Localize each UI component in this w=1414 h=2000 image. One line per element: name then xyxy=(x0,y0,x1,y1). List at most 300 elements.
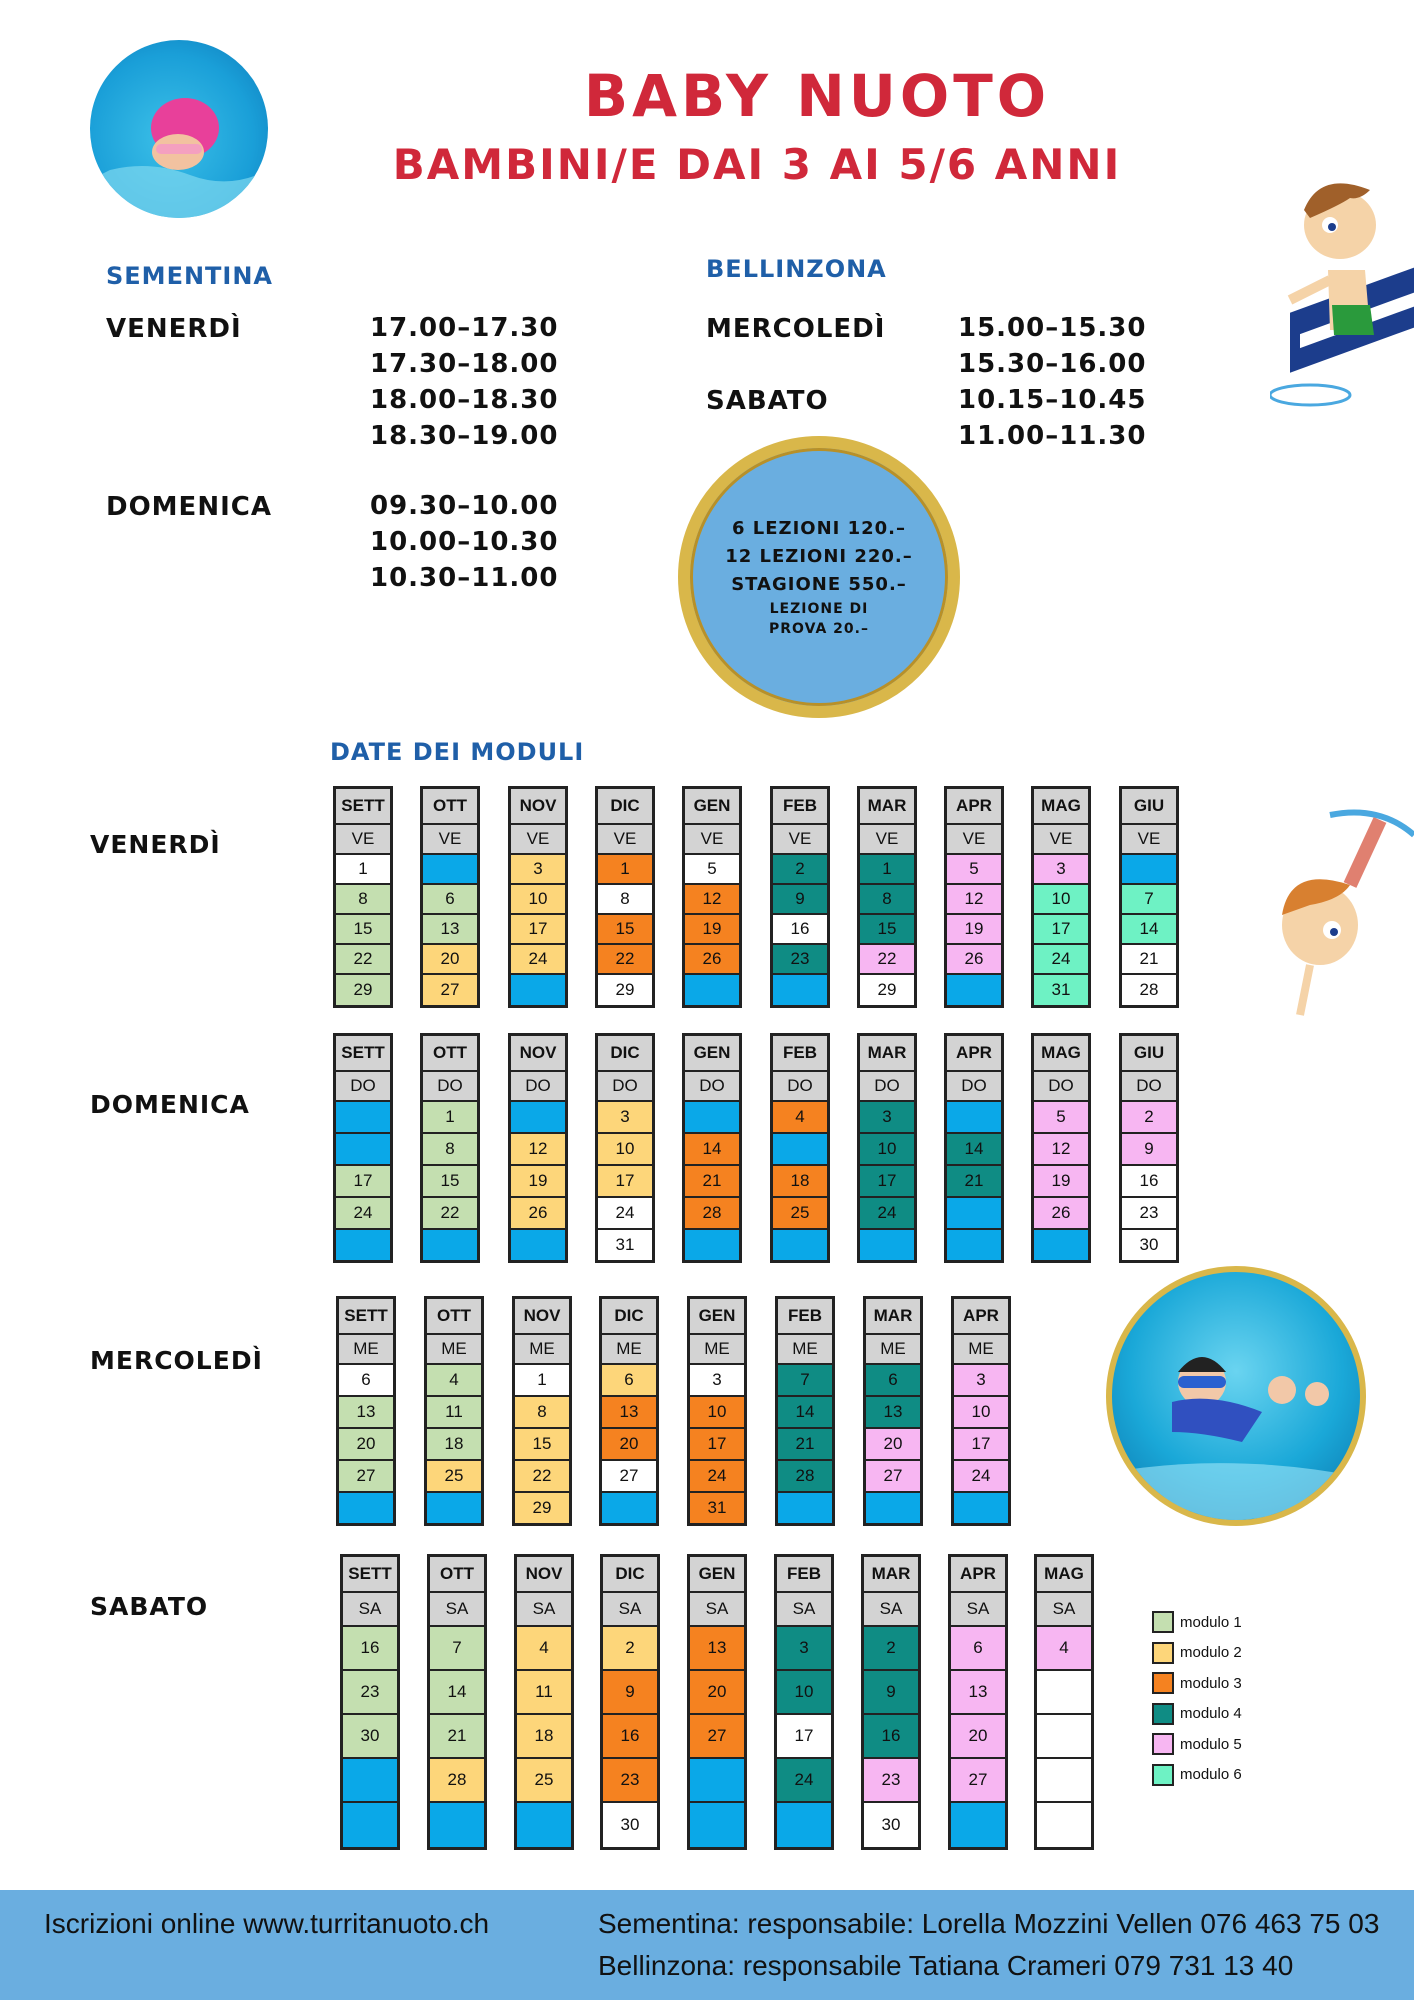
date-cell: 15 xyxy=(515,1429,569,1461)
month-column xyxy=(857,786,917,1008)
month-header: OTT xyxy=(427,1299,481,1335)
date-cell: 31 xyxy=(1034,975,1088,1005)
month-header: OTT xyxy=(423,789,477,825)
date-cell: 12 xyxy=(511,1134,565,1166)
time-slot: 17.00–17.30 xyxy=(370,313,559,343)
month-column xyxy=(340,1554,400,1850)
month-column xyxy=(944,1033,1004,1263)
month-column xyxy=(424,1296,484,1526)
date-cell: 6 xyxy=(951,1627,1005,1671)
date-cell: 16 xyxy=(603,1715,657,1759)
date-cell: 7 xyxy=(778,1365,832,1397)
date-cell: 28 xyxy=(685,1198,739,1230)
legend-swatch xyxy=(1152,1672,1174,1694)
date-cell: 30 xyxy=(603,1803,657,1847)
date-cell: 26 xyxy=(685,945,739,975)
month-column xyxy=(770,786,830,1008)
date-cell: 24 xyxy=(511,945,565,975)
date-cell: 21 xyxy=(778,1429,832,1461)
date-cell: 29 xyxy=(860,975,914,1005)
date-cell: 4 xyxy=(1037,1627,1091,1671)
month-column xyxy=(333,786,393,1008)
signup-text: Iscrizioni online www.turritanuoto.ch xyxy=(44,1908,490,1939)
date-cell xyxy=(343,1759,397,1803)
date-cell xyxy=(690,1803,744,1847)
date-cell xyxy=(1037,1759,1091,1803)
legend-item xyxy=(1152,1760,1242,1791)
weekday-header: DO xyxy=(598,1072,652,1102)
date-cell: 15 xyxy=(336,915,390,945)
date-cell xyxy=(1037,1671,1091,1715)
date-cell xyxy=(1037,1803,1091,1847)
month-header: GIU xyxy=(1122,789,1176,825)
date-cell: 9 xyxy=(773,885,827,915)
month-column xyxy=(508,786,568,1008)
date-cell: 27 xyxy=(339,1461,393,1493)
date-cell xyxy=(602,1493,656,1523)
date-cell: 22 xyxy=(515,1461,569,1493)
date-cell: 28 xyxy=(430,1759,484,1803)
date-cell: 29 xyxy=(515,1493,569,1523)
weekday-header: SA xyxy=(777,1593,831,1627)
date-cell: 31 xyxy=(598,1230,652,1260)
month-column xyxy=(1119,1033,1179,1263)
date-cell: 22 xyxy=(860,945,914,975)
date-cell xyxy=(343,1803,397,1847)
price-line: 6 LEZIONI 120.– xyxy=(731,518,907,539)
weekday-header: VE xyxy=(511,825,565,855)
weekday-header: ME xyxy=(515,1335,569,1365)
bellinzona-times-mercoledi xyxy=(958,310,1146,382)
weekday-header: VE xyxy=(773,825,827,855)
time-slot: 10.30–11.00 xyxy=(370,563,559,593)
date-cell xyxy=(339,1493,393,1523)
date-cell: 26 xyxy=(511,1198,565,1230)
date-cell: 21 xyxy=(685,1166,739,1198)
date-cell: 2 xyxy=(773,855,827,885)
date-cell: 17 xyxy=(1034,915,1088,945)
date-cell xyxy=(773,1230,827,1260)
date-cell: 18 xyxy=(773,1166,827,1198)
month-header: MAG xyxy=(1034,1036,1088,1072)
month-column xyxy=(595,1033,655,1263)
date-cell: 2 xyxy=(864,1627,918,1671)
date-cell: 3 xyxy=(860,1102,914,1134)
weekday-header: DO xyxy=(336,1072,390,1102)
date-cell: 14 xyxy=(1122,915,1176,945)
date-cell xyxy=(778,1493,832,1523)
date-cell: 23 xyxy=(864,1759,918,1803)
date-cell xyxy=(773,1134,827,1166)
month-column xyxy=(682,1033,742,1263)
date-cell: 1 xyxy=(515,1365,569,1397)
date-cell: 23 xyxy=(773,945,827,975)
month-header: APR xyxy=(951,1557,1005,1593)
date-cell: 4 xyxy=(517,1627,571,1671)
sementina-heading: SEMENTINA xyxy=(106,262,274,290)
legend-item xyxy=(1152,1638,1242,1669)
month-header: MAR xyxy=(860,789,914,825)
legend-label: modulo 2 xyxy=(1180,1644,1242,1662)
sementina-day-venerdi: VENERDÌ xyxy=(106,314,242,344)
date-cell: 10 xyxy=(777,1671,831,1715)
date-cell: 17 xyxy=(336,1166,390,1198)
date-cell xyxy=(511,1102,565,1134)
date-cell: 17 xyxy=(598,1166,652,1198)
weekday-header: SA xyxy=(517,1593,571,1627)
month-column xyxy=(687,1296,747,1526)
date-cell: 18 xyxy=(517,1715,571,1759)
date-cell: 12 xyxy=(947,885,1001,915)
date-cell: 9 xyxy=(864,1671,918,1715)
date-cell: 7 xyxy=(430,1627,484,1671)
date-cell: 24 xyxy=(954,1461,1008,1493)
month-header: FEB xyxy=(778,1299,832,1335)
weekday-header: VE xyxy=(423,825,477,855)
month-column xyxy=(600,1554,660,1850)
weekday-header: VE xyxy=(1034,825,1088,855)
weekday-header: SA xyxy=(430,1593,484,1627)
weekday-header: ME xyxy=(954,1335,1008,1365)
page-subtitle: BAMBINI/E DAI 3 AI 5/6 ANNI xyxy=(392,140,1122,189)
date-cell: 5 xyxy=(947,855,1001,885)
month-column xyxy=(420,1033,480,1263)
price-badge xyxy=(678,436,960,718)
schedule-day-label: DOMENICA xyxy=(90,1090,250,1119)
month-column xyxy=(427,1554,487,1850)
date-cell xyxy=(336,1102,390,1134)
month-column xyxy=(944,786,1004,1008)
month-header: GEN xyxy=(690,1557,744,1593)
date-cell: 25 xyxy=(517,1759,571,1803)
month-header: NOV xyxy=(515,1299,569,1335)
date-cell: 24 xyxy=(860,1198,914,1230)
date-cell: 16 xyxy=(773,915,827,945)
weekday-header: VE xyxy=(598,825,652,855)
date-cell: 30 xyxy=(1122,1230,1176,1260)
month-column xyxy=(775,1296,835,1526)
date-cell: 17 xyxy=(954,1429,1008,1461)
date-cell: 19 xyxy=(1034,1166,1088,1198)
date-cell: 15 xyxy=(423,1166,477,1198)
date-cell: 27 xyxy=(951,1759,1005,1803)
price-line: LEZIONE DI xyxy=(769,601,869,617)
date-cell: 13 xyxy=(866,1397,920,1429)
date-cell xyxy=(773,975,827,1005)
date-cell: 17 xyxy=(777,1715,831,1759)
date-cell xyxy=(690,1759,744,1803)
date-cell xyxy=(685,1102,739,1134)
month-column xyxy=(1119,786,1179,1008)
date-cell: 23 xyxy=(1122,1198,1176,1230)
schedule-day-label: SABATO xyxy=(90,1592,209,1621)
legend-swatch xyxy=(1152,1764,1174,1786)
schedule-day-label: MERCOLEDÌ xyxy=(90,1346,263,1375)
legend-label: modulo 4 xyxy=(1180,1705,1242,1723)
date-cell: 13 xyxy=(423,915,477,945)
date-cell: 19 xyxy=(947,915,1001,945)
weekday-header: ME xyxy=(602,1335,656,1365)
month-header: GEN xyxy=(690,1299,744,1335)
month-header: APR xyxy=(947,1036,1001,1072)
date-cell: 20 xyxy=(951,1715,1005,1759)
month-column xyxy=(333,1033,393,1263)
date-cell: 24 xyxy=(1034,945,1088,975)
month-column xyxy=(599,1296,659,1526)
month-column xyxy=(336,1296,396,1526)
month-header: GIU xyxy=(1122,1036,1176,1072)
month-header: NOV xyxy=(511,789,565,825)
date-cell: 13 xyxy=(690,1627,744,1671)
date-cell: 10 xyxy=(860,1134,914,1166)
date-cell: 24 xyxy=(336,1198,390,1230)
date-cell: 6 xyxy=(602,1365,656,1397)
date-cell xyxy=(947,1102,1001,1134)
legend-item xyxy=(1152,1668,1242,1699)
month-header: OTT xyxy=(430,1557,484,1593)
price-line: PROVA 20.– xyxy=(769,621,869,637)
date-cell: 6 xyxy=(866,1365,920,1397)
date-cell: 7 xyxy=(1122,885,1176,915)
date-cell: 19 xyxy=(511,1166,565,1198)
month-header: DIC xyxy=(598,789,652,825)
weekday-header: SA xyxy=(864,1593,918,1627)
date-cell: 20 xyxy=(690,1671,744,1715)
date-cell: 21 xyxy=(947,1166,1001,1198)
weekday-header: ME xyxy=(778,1335,832,1365)
time-slot: 18.00–18.30 xyxy=(370,385,559,415)
legend-swatch xyxy=(1152,1642,1174,1664)
weekday-header: VE xyxy=(860,825,914,855)
date-cell: 24 xyxy=(777,1759,831,1803)
date-cell: 17 xyxy=(690,1429,744,1461)
weekday-header: SA xyxy=(690,1593,744,1627)
month-header: GEN xyxy=(685,1036,739,1072)
weekday-header: VE xyxy=(947,825,1001,855)
date-cell: 10 xyxy=(1034,885,1088,915)
month-column xyxy=(420,786,480,1008)
cartoon-diver-middle xyxy=(1270,805,1414,1020)
page-title: BABY NUOTO xyxy=(583,62,1051,130)
month-header: FEB xyxy=(773,1036,827,1072)
date-cell: 30 xyxy=(343,1715,397,1759)
legend-item xyxy=(1152,1729,1242,1760)
date-cell: 22 xyxy=(598,945,652,975)
weekday-header: DO xyxy=(511,1072,565,1102)
legend-label: modulo 1 xyxy=(1180,1613,1242,1631)
date-cell: 20 xyxy=(339,1429,393,1461)
month-header: NOV xyxy=(517,1557,571,1593)
date-cell: 1 xyxy=(336,855,390,885)
time-slot: 10.15–10.45 xyxy=(958,385,1147,415)
date-cell xyxy=(423,1230,477,1260)
time-slot: 18.30–19.00 xyxy=(370,421,559,451)
bellinzona-day-mercoledi: MERCOLEDÌ xyxy=(706,314,886,344)
weekday-header: ME xyxy=(866,1335,920,1365)
date-cell: 23 xyxy=(603,1759,657,1803)
date-cell: 8 xyxy=(515,1397,569,1429)
date-cell: 4 xyxy=(427,1365,481,1397)
date-cell xyxy=(336,1230,390,1260)
date-cell: 27 xyxy=(690,1715,744,1759)
date-cell: 28 xyxy=(778,1461,832,1493)
date-cell: 6 xyxy=(423,885,477,915)
month-column xyxy=(1034,1554,1094,1850)
date-cell: 16 xyxy=(343,1627,397,1671)
date-cell: 22 xyxy=(336,945,390,975)
weekday-header: DO xyxy=(860,1072,914,1102)
weekday-header: DO xyxy=(1122,1072,1176,1102)
legend-swatch xyxy=(1152,1733,1174,1755)
date-cell: 20 xyxy=(602,1429,656,1461)
date-cell xyxy=(427,1493,481,1523)
date-cell: 9 xyxy=(1122,1134,1176,1166)
cartoon-diver-top xyxy=(1270,170,1414,415)
date-cell: 24 xyxy=(690,1461,744,1493)
month-header: SETT xyxy=(336,789,390,825)
month-header: APR xyxy=(947,789,1001,825)
weekday-header: VE xyxy=(685,825,739,855)
date-cell xyxy=(954,1493,1008,1523)
month-header: MAR xyxy=(864,1557,918,1593)
date-cell: 18 xyxy=(427,1429,481,1461)
date-cell: 21 xyxy=(1122,945,1176,975)
weekday-header: SA xyxy=(1037,1593,1091,1627)
date-cell: 3 xyxy=(777,1627,831,1671)
time-slot: 15.00–15.30 xyxy=(958,313,1147,343)
date-cell xyxy=(947,1198,1001,1230)
date-cell: 24 xyxy=(598,1198,652,1230)
date-cell: 3 xyxy=(1034,855,1088,885)
schedule-day-label: VENERDÌ xyxy=(90,830,221,859)
date-cell: 17 xyxy=(860,1166,914,1198)
date-cell: 27 xyxy=(423,975,477,1005)
date-cell: 14 xyxy=(778,1397,832,1429)
date-cell: 8 xyxy=(598,885,652,915)
bellinzona-day-sabato: SABATO xyxy=(706,386,829,416)
bellinzona-times-sabato xyxy=(958,382,1146,454)
date-cell: 14 xyxy=(947,1134,1001,1166)
date-cell: 3 xyxy=(598,1102,652,1134)
weekday-header: DO xyxy=(1034,1072,1088,1102)
date-cell: 22 xyxy=(423,1198,477,1230)
date-cell xyxy=(517,1803,571,1847)
date-cell: 10 xyxy=(954,1397,1008,1429)
date-cell xyxy=(777,1803,831,1847)
month-header: MAG xyxy=(1034,789,1088,825)
month-header: SETT xyxy=(343,1557,397,1593)
bellinzona-contact: Bellinzona: responsabile Tatiana Crameri 079 731 13 40 xyxy=(598,1950,1294,1981)
weekday-header: ME xyxy=(427,1335,481,1365)
date-cell: 11 xyxy=(517,1671,571,1715)
date-cell xyxy=(951,1803,1005,1847)
month-header: GEN xyxy=(685,789,739,825)
date-cell: 8 xyxy=(423,1134,477,1166)
month-header: DIC xyxy=(598,1036,652,1072)
legend-label: modulo 6 xyxy=(1180,1766,1242,1784)
date-cell: 13 xyxy=(951,1671,1005,1715)
weekday-header: SA xyxy=(603,1593,657,1627)
date-cell: 31 xyxy=(690,1493,744,1523)
weekday-header: DO xyxy=(773,1072,827,1102)
date-cell xyxy=(430,1803,484,1847)
date-cell: 14 xyxy=(685,1134,739,1166)
month-column xyxy=(595,786,655,1008)
month-column xyxy=(770,1033,830,1263)
date-cell: 5 xyxy=(1034,1102,1088,1134)
month-header: MAR xyxy=(860,1036,914,1072)
date-cell: 21 xyxy=(430,1715,484,1759)
date-cell xyxy=(947,1230,1001,1260)
weekday-header: ME xyxy=(690,1335,744,1365)
month-header: SETT xyxy=(339,1299,393,1335)
time-slot: 15.30–16.00 xyxy=(958,349,1147,379)
month-column xyxy=(687,1554,747,1850)
month-column xyxy=(1031,786,1091,1008)
weekday-header: DO xyxy=(685,1072,739,1102)
month-header: DIC xyxy=(603,1557,657,1593)
month-header: NOV xyxy=(511,1036,565,1072)
date-cell: 3 xyxy=(690,1365,744,1397)
date-cell: 16 xyxy=(864,1715,918,1759)
date-cell: 3 xyxy=(954,1365,1008,1397)
legend-label: modulo 5 xyxy=(1180,1735,1242,1753)
date-cell: 26 xyxy=(947,945,1001,975)
month-header: FEB xyxy=(773,789,827,825)
date-cell xyxy=(947,975,1001,1005)
date-cell: 15 xyxy=(860,915,914,945)
date-cell: 2 xyxy=(603,1627,657,1671)
date-cell xyxy=(511,975,565,1005)
date-cell: 4 xyxy=(773,1102,827,1134)
month-header: APR xyxy=(954,1299,1008,1335)
date-cell: 25 xyxy=(427,1461,481,1493)
date-cell xyxy=(423,855,477,885)
month-column xyxy=(951,1296,1011,1526)
sementina-contact: Sementina: responsabile: Lorella Mozzini Vellen 076 463 75 03 xyxy=(598,1908,1380,1939)
date-cell: 10 xyxy=(690,1397,744,1429)
legend-swatch xyxy=(1152,1703,1174,1725)
weekday-header: SA xyxy=(951,1593,1005,1627)
date-cell: 2 xyxy=(1122,1102,1176,1134)
date-cell: 27 xyxy=(866,1461,920,1493)
date-cell: 13 xyxy=(602,1397,656,1429)
month-column xyxy=(1031,1033,1091,1263)
month-header: MAR xyxy=(866,1299,920,1335)
date-cell xyxy=(1037,1715,1091,1759)
month-header: OTT xyxy=(423,1036,477,1072)
date-cell: 20 xyxy=(866,1429,920,1461)
weekday-header: DO xyxy=(947,1072,1001,1102)
date-cell: 19 xyxy=(685,915,739,945)
sementina-times-domenica xyxy=(370,488,558,596)
weekday-header: SA xyxy=(343,1593,397,1627)
date-cell: 29 xyxy=(336,975,390,1005)
date-cell xyxy=(336,1134,390,1166)
date-cell: 15 xyxy=(598,915,652,945)
date-cell: 8 xyxy=(860,885,914,915)
underwater-kids-photo xyxy=(1106,1266,1366,1526)
bellinzona-heading: BELLINZONA xyxy=(706,255,887,283)
date-cell: 20 xyxy=(423,945,477,975)
time-slot: 17.30–18.00 xyxy=(370,349,559,379)
date-cell: 27 xyxy=(602,1461,656,1493)
legend-label: modulo 3 xyxy=(1180,1674,1242,1692)
footer-bar xyxy=(0,1890,1414,2000)
date-cell xyxy=(860,1230,914,1260)
date-cell: 25 xyxy=(773,1198,827,1230)
date-cell: 16 xyxy=(1122,1166,1176,1198)
